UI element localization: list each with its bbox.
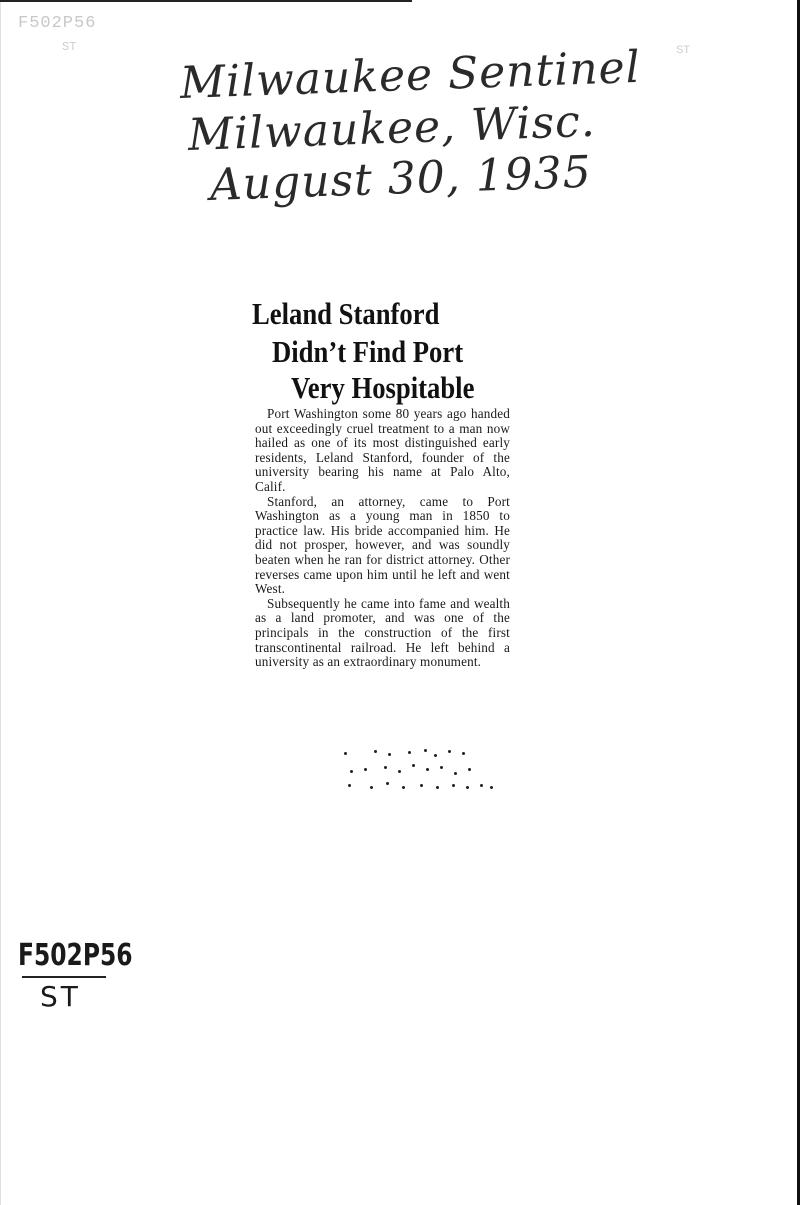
top-border-line [0,0,412,2]
article-paragraph: Subsequently he came into fame and wealth as a land promoter, and was one of the principals in the construction of the first transcontinental railroad. He left behind a university as an extraordinary monument. [255,595,510,670]
handwritten-location: Milwaukee, Wisc. [187,95,597,161]
handwritten-newspaper-name: Milwaukee Sentinel [179,41,642,109]
faded-right-stamp: ST [676,44,691,56]
article-paragraph: Stanford, an attorney, came to Port Washington as a young man in 1850 to practice law. His bride accompanied him. He did not prosper, however, and was soundly beaten when he ran for district attorney. Other reverses came upon him until he left and went West. [255,493,510,597]
reference-sub-handwritten: ST [40,980,81,1013]
headline-line-1: Leland Stanford [252,296,440,331]
scan-edge [0,0,1,1205]
reference-code-handwritten: F502P56 [18,938,133,973]
article-body [255,407,510,670]
article-paragraph: Port Washington some 80 years ago handed out exceedingly cruel treatment to a man now hailed as one of its most distinguished early residents, Leland Stanford, founder of the university bearing his name at Palo Alto, Calif. [255,406,510,494]
reference-underline [22,976,106,978]
headline-line-2: Didn’t Find Port [272,334,464,369]
perforation-dots [340,748,500,792]
handwritten-date: August 30, 1935 [209,146,593,211]
headline-line-3: Very Hospitable [291,370,475,405]
faded-corner-stamp-sub: ST [62,40,77,54]
faded-corner-stamp: F502P56 [18,14,97,33]
